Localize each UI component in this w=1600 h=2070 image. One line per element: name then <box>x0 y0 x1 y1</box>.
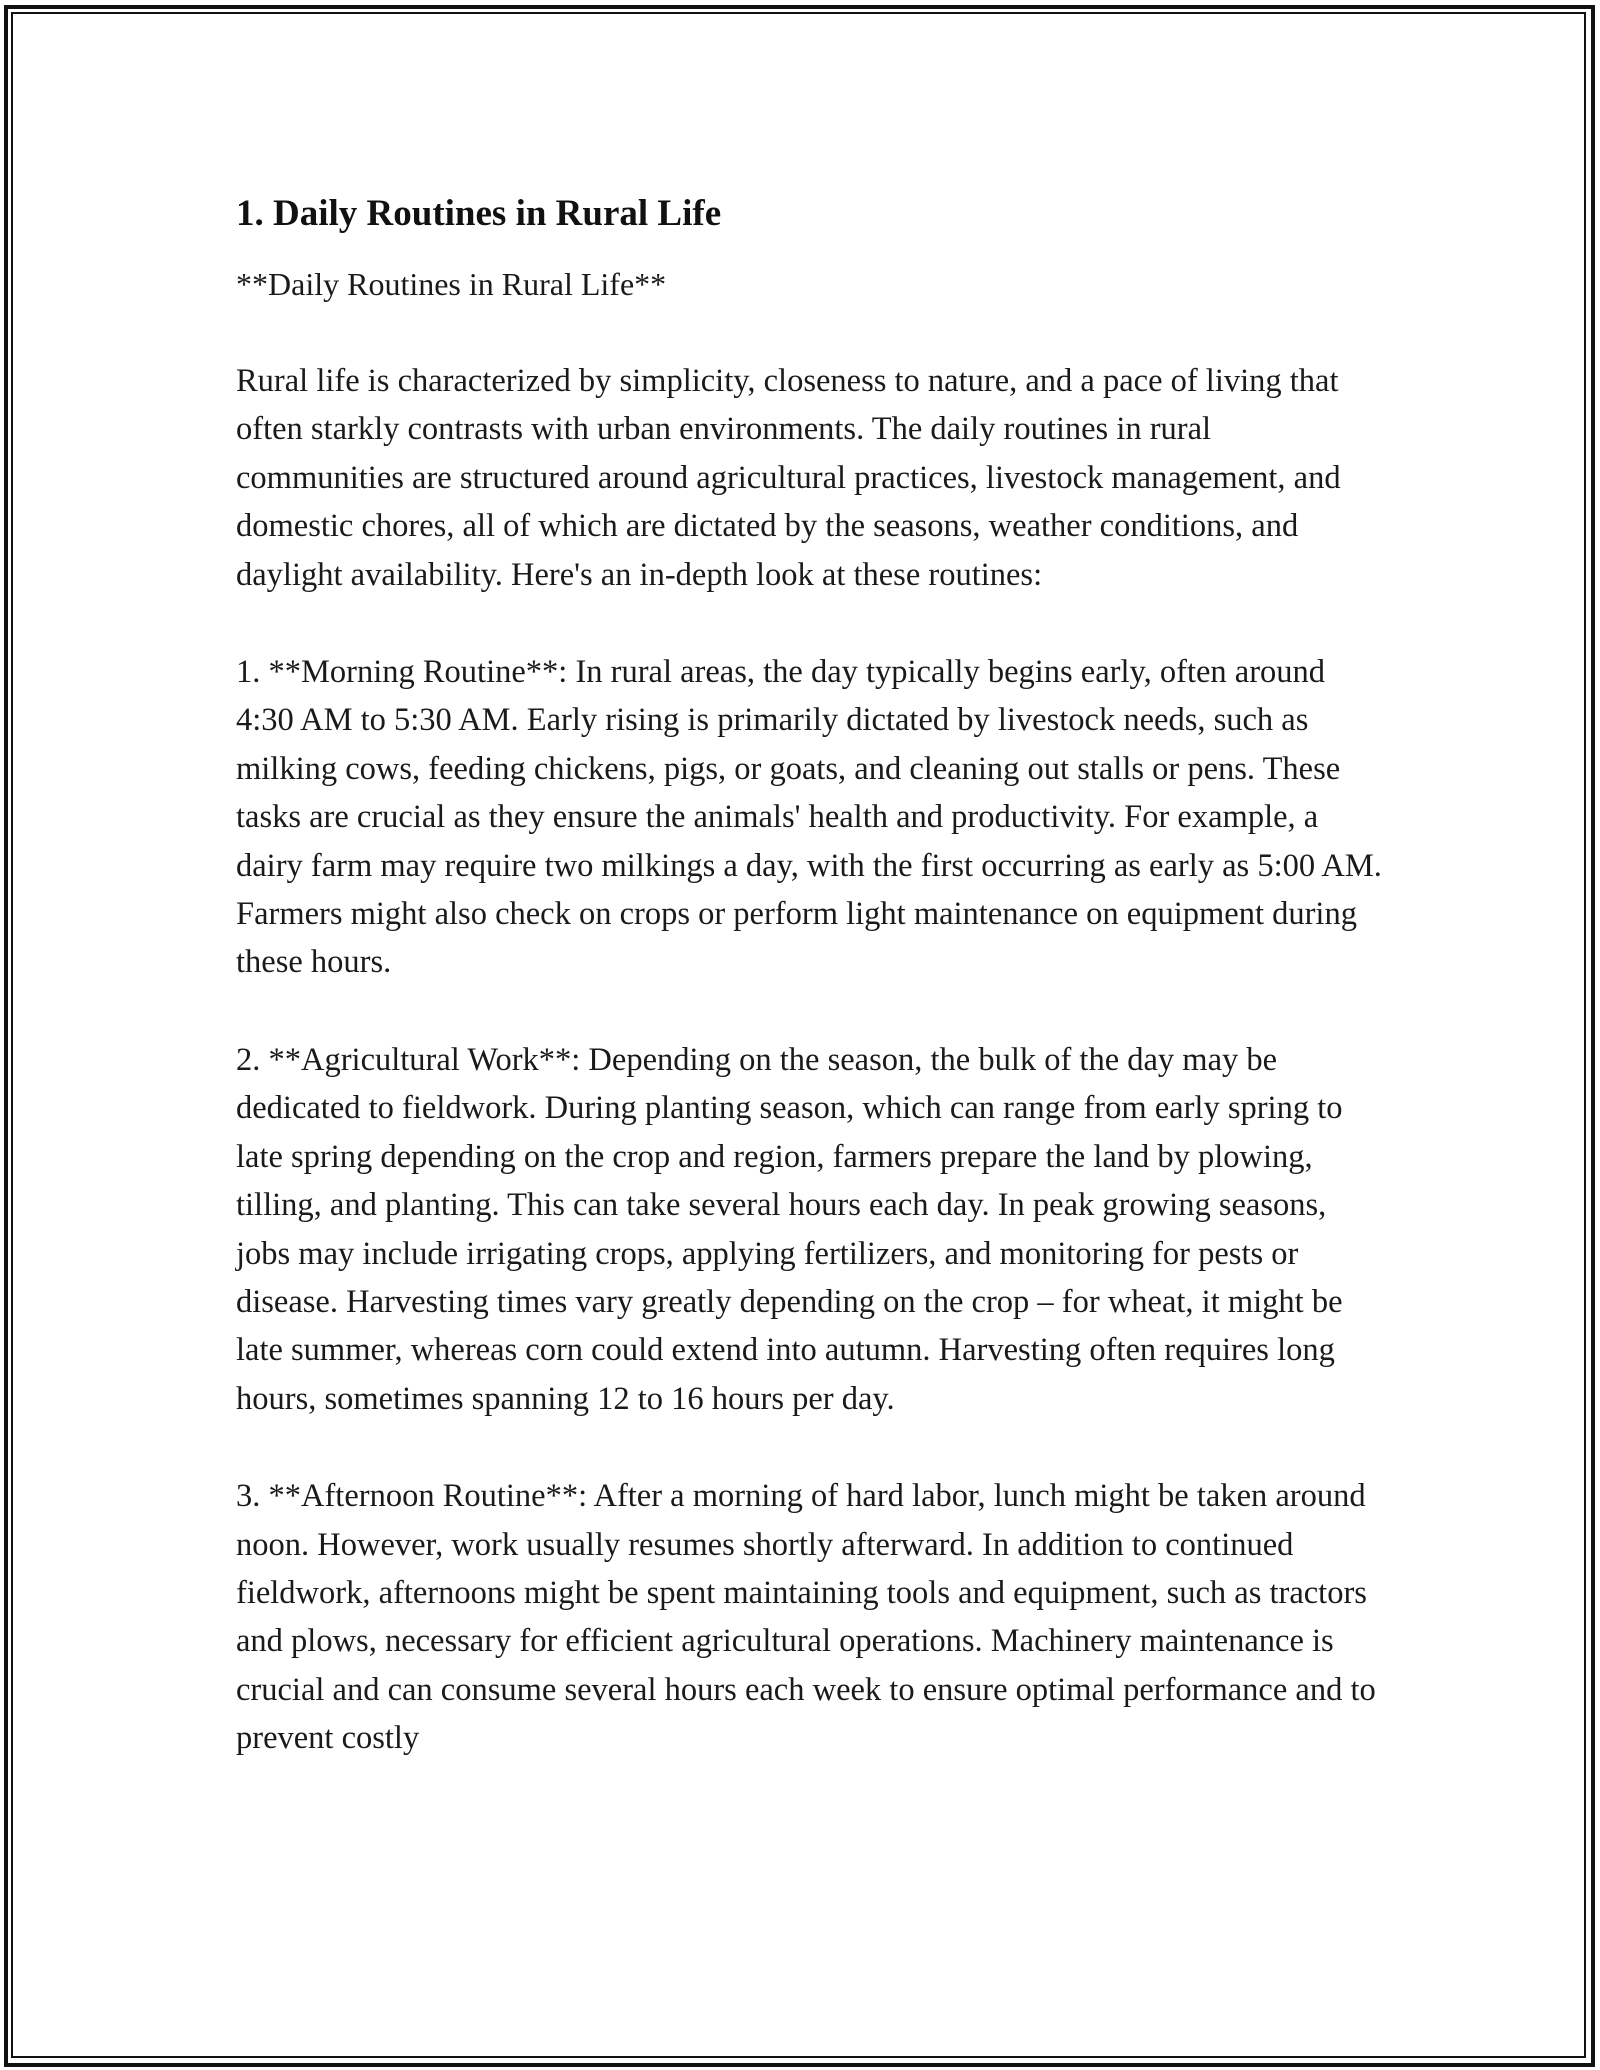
agricultural-work-paragraph: 2. **Agricultural Work**: Depending on the season, the bulk of the day may be dedicated to fieldwork. During planting season, which can range from early spring to late spring depending on the crop and region, farmers prepare the land by plowing, tilling, and planting. This can take several hours each day. In peak growing seasons, jobs may include irrigating crops, applying fertilizers, and monitoring for pests or disease. Harvesting times vary greatly depending on the crop – for wheat, it might be late summer, whereas corn could extend into autumn. Harvesting often requires long hours, sometimes spanning 12 to 16 hours per day. <box>236 1041 1343 1417</box>
morning-routine-paragraph: 1. **Morning Routine**: In rural areas, the day typically begins early, often around 4:30 AM to 5:30 AM. Early rising is primarily dictated by livestock needs, such as milking cows, feeding chickens, pigs, or goats, and cleaning out stalls or pens. These tasks are crucial as they ensure the animals' health and productivity. For example, a dairy farm may require two milkings a day, with the first occurring as early as 5:00 AM. Farmers might also check on crops or perform light maintenance on equipment during these hours. <box>236 654 1382 981</box>
afternoon-routine-paragraph: 3. **Afternoon Routine**: After a morning of hard labor, lunch might be taken around noon. However, work usually resumes shortly afterward. In addition to continued fieldwork, afternoons might be spent maintaining tools and equipment, such as tractors and plows, necessary for efficient agricultural operations. Machinery maintenance is crucial and can consume several hours each week to ensure optimal performance and to prevent costly <box>236 1478 1376 1757</box>
section-subheading: **Daily Routines in Rural Life** <box>236 266 667 302</box>
section-heading: 1. Daily Routines in Rural Life <box>236 193 722 234</box>
intro-paragraph: Rural life is characterized by simplicity, closeness to nature, and a pace of living that often starkly contrasts with urban environments. The daily routines in rural communities are structured around agricultural practices, livestock management, and domestic chores, all of which are dictated by the seasons, weather conditions, and daylight availability. Here's an in-depth look at these routines: <box>236 363 1341 593</box>
document-body <box>236 186 1386 1763</box>
